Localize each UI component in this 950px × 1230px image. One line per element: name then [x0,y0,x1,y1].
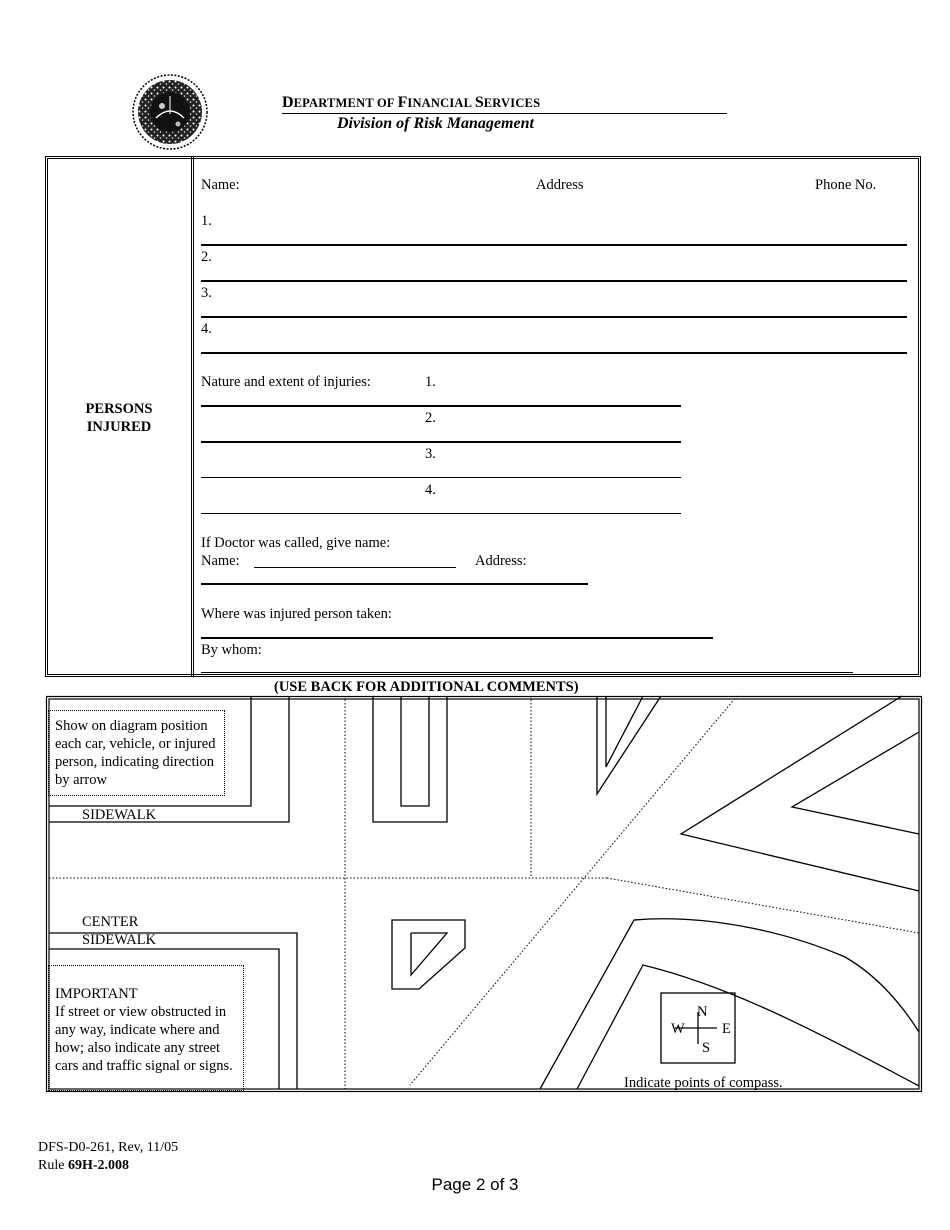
person-row-1-line[interactable] [201,244,907,246]
rule-number: 69H-2.008 [67,1158,130,1173]
compass-north: N [697,1004,708,1020]
person-row-4-number: 4. [201,321,212,337]
compass-west: W [671,1021,685,1037]
section-label-line-1: PERSONS [85,401,153,417]
person-row-3-line[interactable] [201,316,907,318]
instruction-line-1: Show on diagram position [55,718,208,734]
important-title: IMPORTANT [55,986,138,1002]
section-label [48,400,190,436]
injury-row-3-line[interactable] [201,477,681,478]
injury-row-1-number: 1. [425,374,436,390]
important-line-1: If street or view obstructed in [55,1004,227,1020]
person-row-2-number: 2. [201,249,212,265]
center-sidewalk-label: SIDEWALK [82,932,157,948]
injury-row-4-number: 4. [425,482,436,498]
rule-label: Rule [38,1158,68,1173]
name-column-label: Name: [201,177,240,193]
important-line-2: any way, indicate where and [55,1022,220,1038]
instruction-line-2: each car, vehicle, or injured [55,736,216,752]
important-line-4: cars and traffic signal or signs. [55,1058,233,1074]
compass-east: E [722,1021,731,1037]
section-label-line-2: INJURED [86,419,152,435]
center-label: CENTER [82,914,139,930]
injury-row-4-line[interactable] [201,513,681,514]
person-row-4-line[interactable] [201,352,907,354]
taken-label: Where was injured person taken: [201,606,392,622]
division-title: Division of Risk Management [337,115,534,132]
section-divider [191,156,194,677]
doctor-address-label: Address: [475,553,527,569]
by-whom-label: By whom: [201,642,262,658]
injuries-label: Nature and extent of injuries: [201,374,371,390]
compass-south: S [702,1040,711,1056]
injury-row-2-number: 2. [425,410,436,426]
instruction-line-3: person, indicating direction [55,754,215,770]
back-comments-note: (USE BACK FOR ADDITIONAL COMMENTS) [274,679,579,695]
compass-caption: Indicate points of compass. [624,1075,783,1091]
phone-column-label: Phone No. [815,177,877,193]
injury-row-3-number: 3. [425,446,436,462]
person-row-2-line[interactable] [201,280,907,282]
injury-row-1-line[interactable] [201,405,681,407]
department-title: DEPARTMENT OF FINANCIAL SERVICES [282,94,727,114]
address-column-label: Address [536,177,584,193]
by-whom-line[interactable] [201,672,853,673]
instruction-line-4: by arrow [55,772,107,788]
important-text [55,985,233,1075]
important-line-3: how; also indicate any street [55,1040,221,1056]
rule-reference [38,1157,129,1175]
person-row-3-number: 3. [201,285,212,301]
taken-line[interactable] [201,637,713,639]
doctor-address-line[interactable] [201,583,588,585]
page-number: Page 2 of 3 [431,1175,519,1194]
doctor-name-line[interactable] [254,567,456,568]
state-seal-logo [132,74,208,150]
doctor-label: If Doctor was called, give name: [201,535,391,551]
person-row-1-number: 1. [201,213,212,229]
doctor-name-label: Name: [201,553,240,569]
diagram-instruction-text [55,717,215,789]
sidewalk-label: SIDEWALK [82,807,157,823]
injury-row-2-line[interactable] [201,441,681,443]
form-number: DFS-D0-261, Rev, 11/05 [38,1140,179,1155]
